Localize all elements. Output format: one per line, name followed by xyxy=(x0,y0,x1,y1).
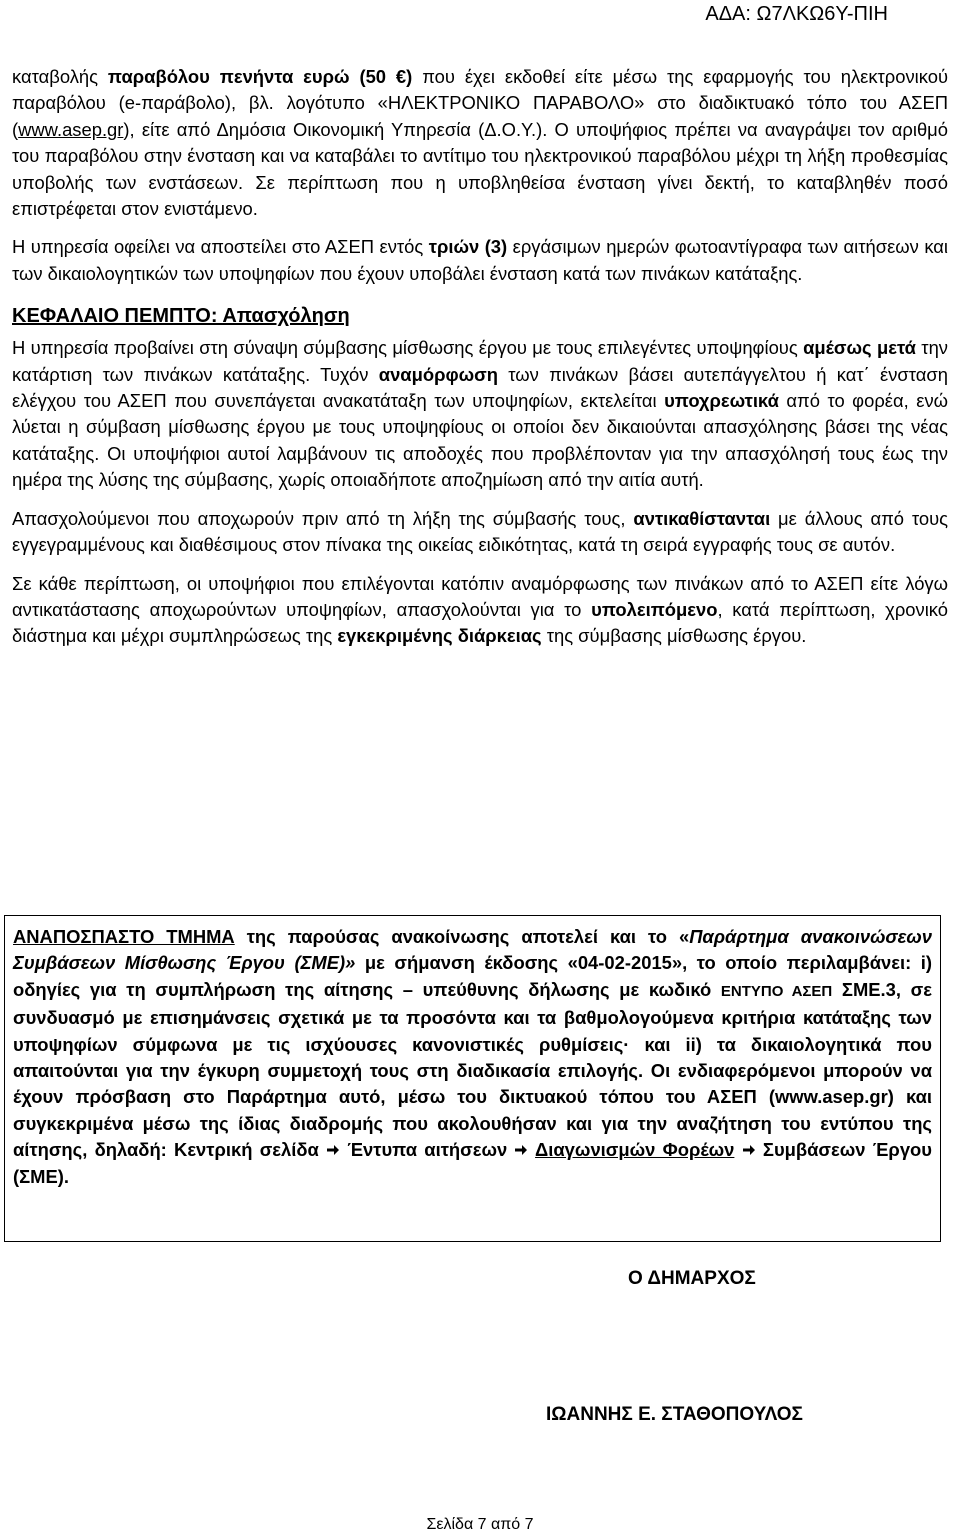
ada-code: ΑΔΑ: Ω7ΛΚΩ6Υ-ΠΙΗ xyxy=(705,3,888,25)
paragraph-contract: Η υπηρεσία προβαίνει στη σύναψη σύμβασης μίσθωσης έργου με τους επιλεγέντες υποψηφίους αμέσως μετά την κατάρτιση των πινάκων κατάταξης. Τυχόν αναμόρφωση των πινάκων βάσει αυτεπάγγελτου ή κατ΄ ένσταση ελέγχου του ΑΣΕΠ που συνεπάγεται ανακατάταξη των υποψηφίων, εκτελείται υποχρεωτικά από το φορέα, ενώ λύεται η σύμβαση μίσθωσης έργου με τους υποψηφίους οι οποίοι δεν δικαιούνται απασχόλησης βάσει της νέας κατάταξης. Οι υποψήφιοι αυτοί λαμβάνουν τις αποδοχές που προβλέπονταν για την απασχόλησή τους έως την ημέρα της λύσης της σύμβασης, χωρίς οποιαδήποτε αποζημίωση από την αιτία αυτή. xyxy=(12,337,948,491)
annex-notice-box: ΑΝΑΠΟΣΠΑΣΤΟ ΤΜΗΜΑ της παρούσας ανακοίνωσης αποτελεί και το «Παράρτημα ανακοινώσεων Συμβάσεων Μίσθωσης Έργου (ΣΜΕ)» με σήμανση έκδοσης «04-02-2015», το οποίο περιλαμβάνει: i) οδηγίες για τη συμπλήρωση της αίτησης – υπεύθυνης δήλωσης με κωδικό ΕΝΤΥΠΟ ΑΣΕΠ ΣΜΕ.3, σε συνδυασμό με επισημάνσεις σχετικά με τα προσόντα και τα βαθμολογούμενα κριτήρια κατάταξης των υποψηφίων σύμφωνα με τις ισχύουσες κανονιστικές ρυθμίσεις· και ii) τα δικαιολογητικά που απαιτούνται για την έγκυρη συμμετοχή τους στη διαδικασία επιλογής. Οι ενδιαφερόμενοι μπορούν να έχουν πρόσβαση στο Παράρτημα αυτό, μέσω του δικτυακού τόπου του ΑΣΕΠ (www.asep.gr) και συγκεκριμένα μέσω της ίδιας διαδρομής που ακολουθήσαν και για την αναζήτηση του εντύπου της αίτησης, δηλαδή: Κεντρική σελίδα Έντυπα αιτήσεων Διαγωνισμών Φορέων Συμβάσεων Έργου (ΣΜΕ). xyxy=(4,915,941,1242)
signature-title: Ο ΔΗΜΑΡΧΟΣ xyxy=(628,1268,756,1289)
asep-link[interactable]: www.asep.gr xyxy=(18,118,124,140)
paragraph-service: Η υπηρεσία οφείλει να αποστείλει στο ΑΣΕΠ εντός τριών (3) εργάσιμων ημερών φωτοαντίγραφα των αιτήσεων και των δικαιολογητικών των υποψηφίων που έχουν υποβάλει ένσταση κατά των πινάκων κατάταξης. xyxy=(12,236,949,284)
signature-name: ΙΩΑΝΝΗΣ Ε. ΣΤΑΘΟΠΟΥΛΟΣ xyxy=(546,1404,803,1425)
page-number: Σελίδα 7 από 7 xyxy=(426,1516,534,1533)
paragraph-replacement: Απασχολούμενοι που αποχωρούν πριν από τη λήξη της σύμβασής τους, αντικαθίστανται με άλλους από τους εγγεγραμμένους και διαθέσιμους στον πίνακα της οικείας ειδικότητας, κατά τη σειρά εγγραφής τους σε αυτόν. xyxy=(12,507,949,556)
arrow-right-icon xyxy=(514,1143,528,1157)
paragraph-fee: καταβολής παραβόλου πενήντα ευρώ (50 €) που έχει εκδοθεί είτε μέσω της εφαρμογής του ηλεκτρονικού παραβόλου (e-παράβολο), βλ. λογότυπο «ΗΛΕΚΤΡΟΝΙΚΟ ΠΑΡΑΒΟΛΟ» στο διαδικτυακό τόπο του ΑΣΕΠ (www.asep.gr), είτε από Δημόσια Οικονομική Υπηρεσία (Δ.Ο.Υ.). Ο υποψήφιος πρέπει να αναγράψει τον αριθμό του παραβόλου στην ένσταση και να καταβάλει το αντίτιμο του ηλεκτρονικού παραβόλου μέχρι τη λήξη προθεσμίας υποβολής των ενστάσεων. Σε περίπτωση που η υποβληθείσα ένσταση γίνει δεκτή, το καταβληθέν ποσό επιστρέφεται στον ενιστάμενο. xyxy=(12,66,949,220)
document-body xyxy=(12,64,948,662)
paragraph-duration: Σε κάθε περίπτωση, οι υποψήφιοι που επιλέγονται κατόπιν αναμόρφωσης των πινάκων από το ΑΣΕΠ είτε λόγω αντικατάστασης αποχωρούντων υποψηφίων, απασχολούνται για το υπολειπόμενο, κατά περίπτωση, χρονικό διάστημα και μέχρι συμπληρώσεως της εγκεκριμένης διάρκειας της σύμβασης μίσθωσης έργου. xyxy=(12,572,948,647)
arrow-right-icon xyxy=(326,1143,340,1157)
chapter-heading: ΚΕΦΑΛΑΙΟ ΠΕΜΠΤΟ: Απασχόληση xyxy=(12,305,350,328)
arrow-right-icon xyxy=(742,1143,756,1157)
